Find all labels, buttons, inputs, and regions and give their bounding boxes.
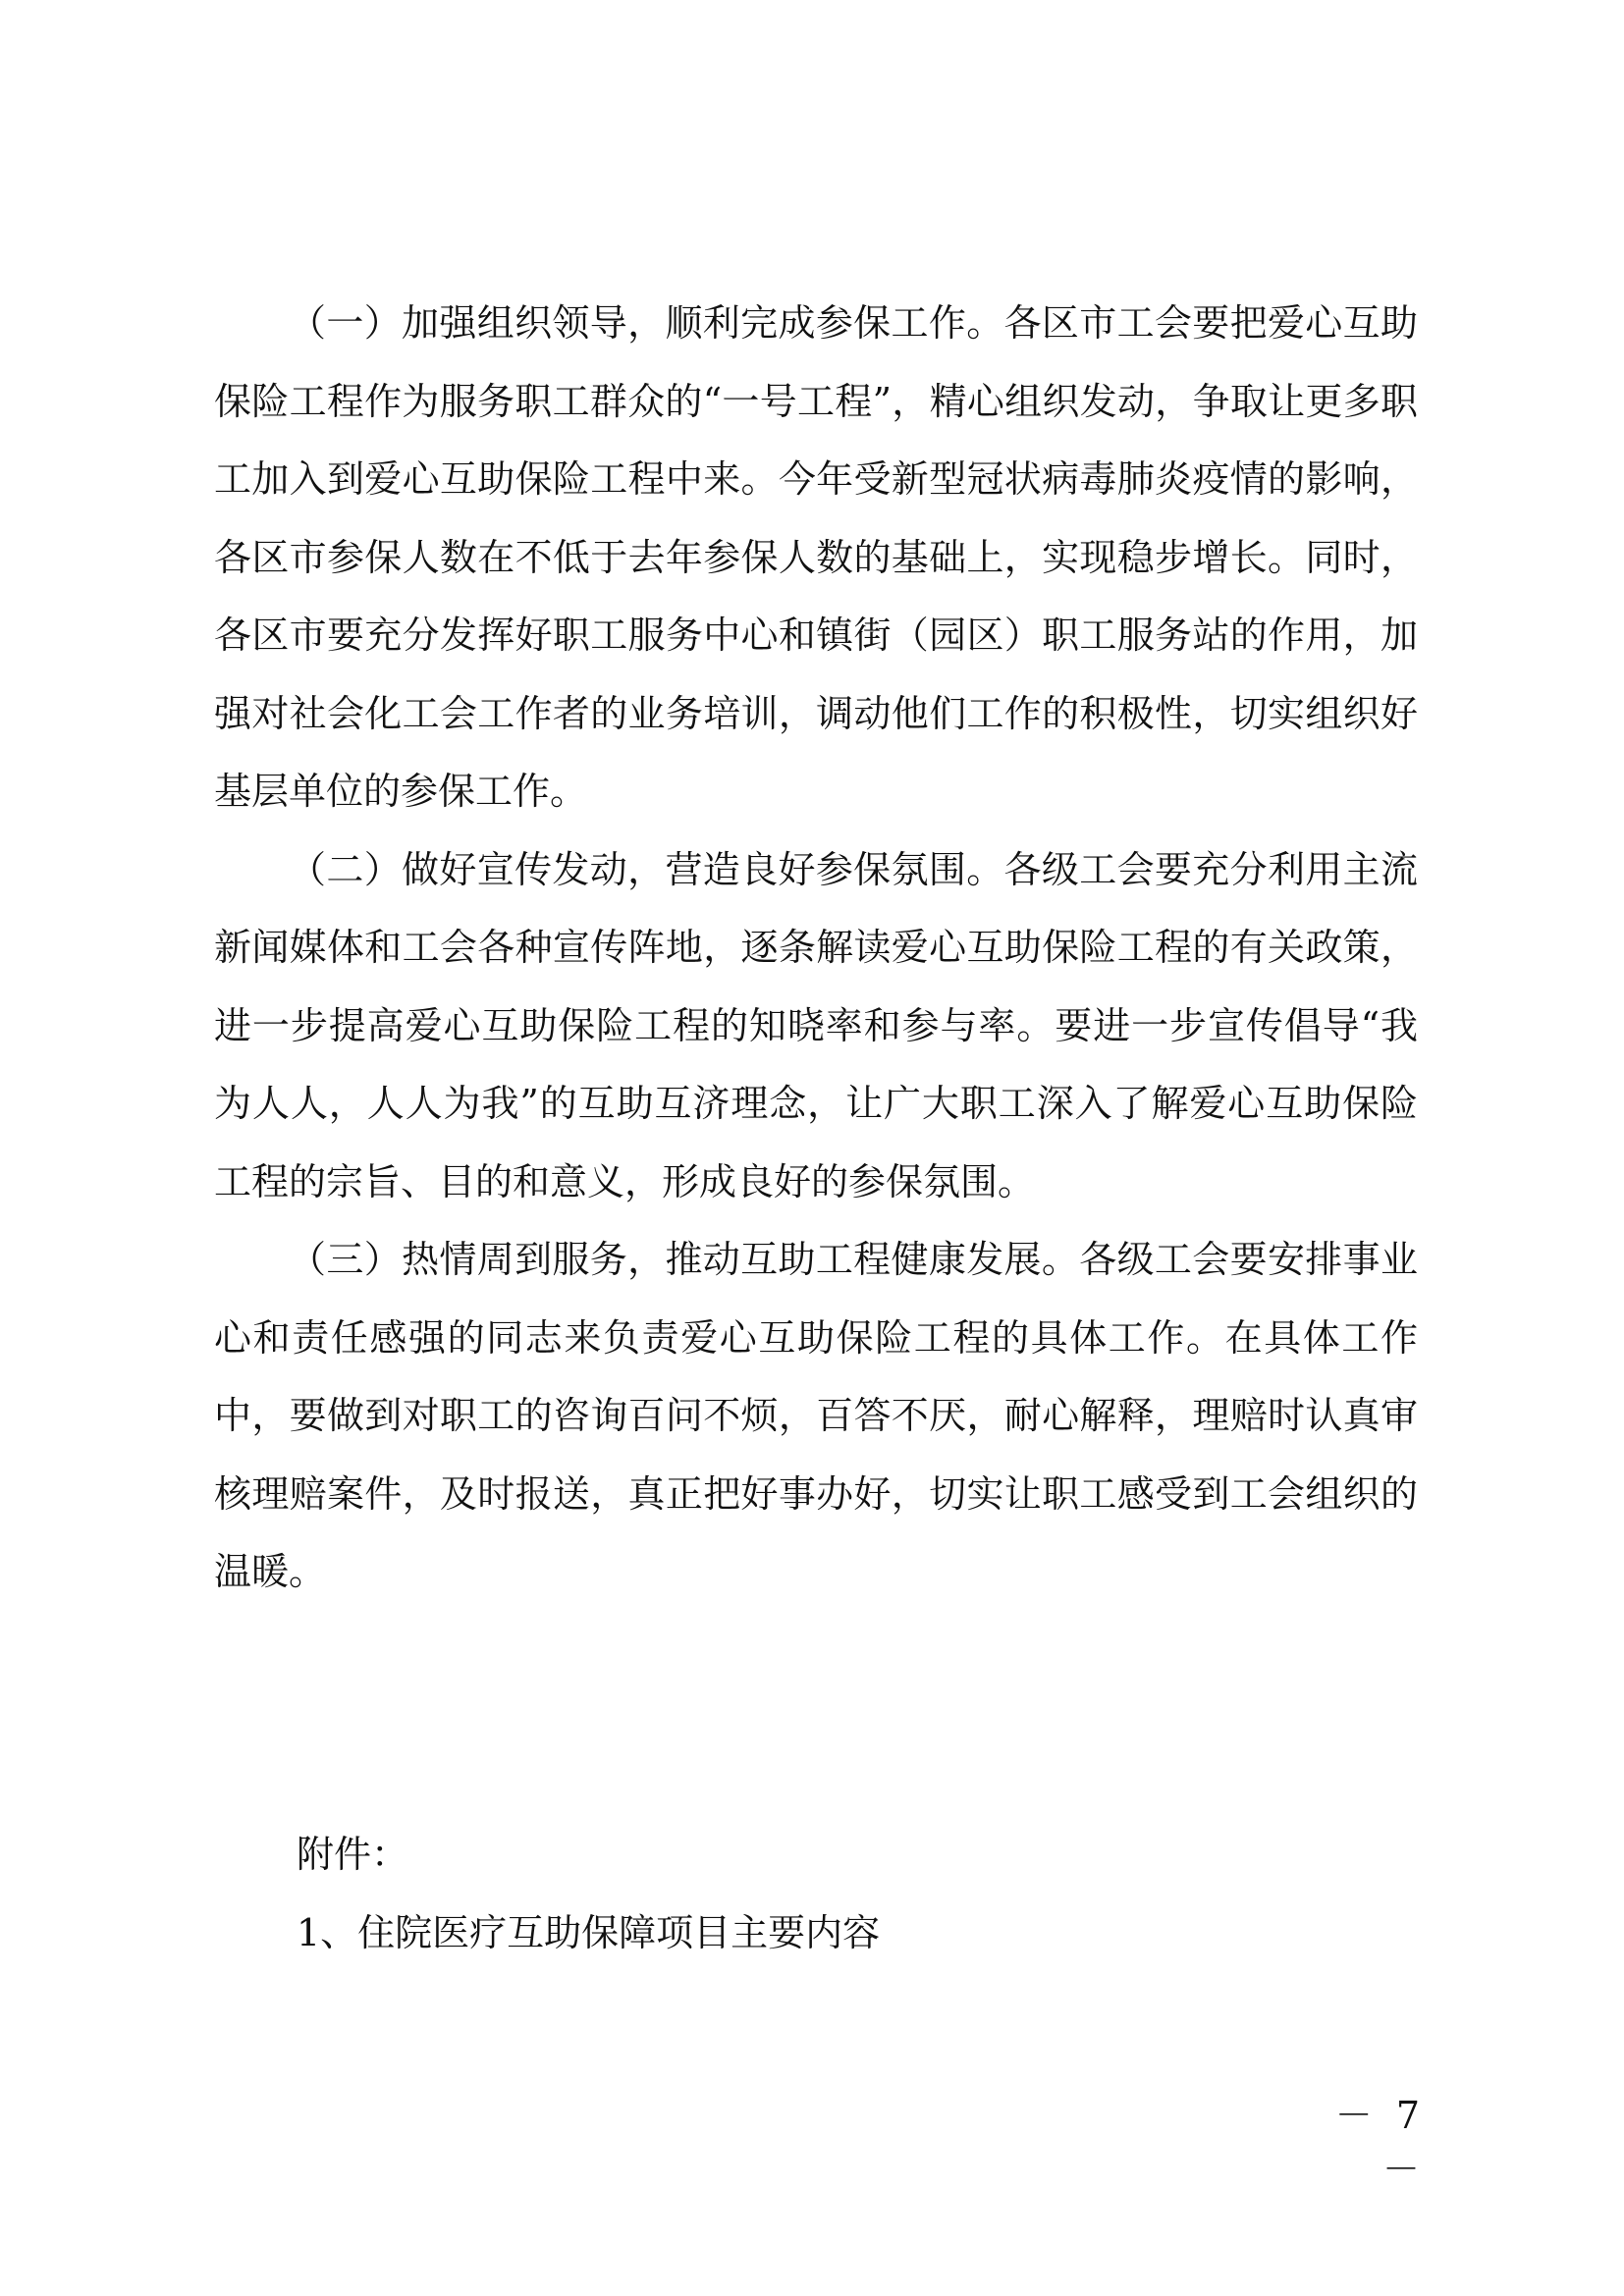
page-number: － 7 － (1334, 2094, 1426, 2191)
paragraph-1: （一）加强组织领导，顺利完成参保工作。各区市工会要把爱心互助保险工程作为服务职工群众的“一号工程”，精心组织发动，争取让更多职工加入到爱心互助保险工程中来。今年受新型冠状病毒肺炎疫情的影响，各区市参保人数在不低于去年参保人数的基础上，实现稳步增长。同时，各区市要充分发挥好职工服务中心和镇街（园区）职工服务站的作用，加强对社会化工会工作者的业务培训，调动他们工作的积极性，切实组织好基层单位的参保工作。 (214, 301, 1418, 813)
paragraph-2: （二）做好宣传发动，营造良好参保氛围。各级工会要充分利用主流新闻媒体和工会各种宣传阵地，逐条解读爱心互助保险工程的有关政策，进一步提高爱心互助保险工程的知晓率和参与率。要进一步宣传倡导“我为人人，人人为我”的互助互济理念，让广大职工深入了解爱心互助保险工程的宗旨、目的和意义，形成良好的参保氛围。 (214, 847, 1418, 1203)
attachment-item-1: 1、住院医疗互助保障项目主要内容 (297, 1910, 881, 1954)
attachments-label: 附件： (297, 1833, 409, 1876)
attachments-section (297, 1816, 880, 1972)
paragraph-3: （三）热情周到服务，推动互助工程健康发展。各级工会要安排事业心和责任感强的同志来负责爱心互助保险工程的具体工作。在具体工作中，要做到对职工的咨询百问不烦，百答不厌，耐心解释，理赔时认真审核理赔案件，及时报送，真正把好事办好，切实让职工感受到工会组织的温暖。 (214, 1238, 1418, 1593)
document-body (214, 285, 1418, 1612)
